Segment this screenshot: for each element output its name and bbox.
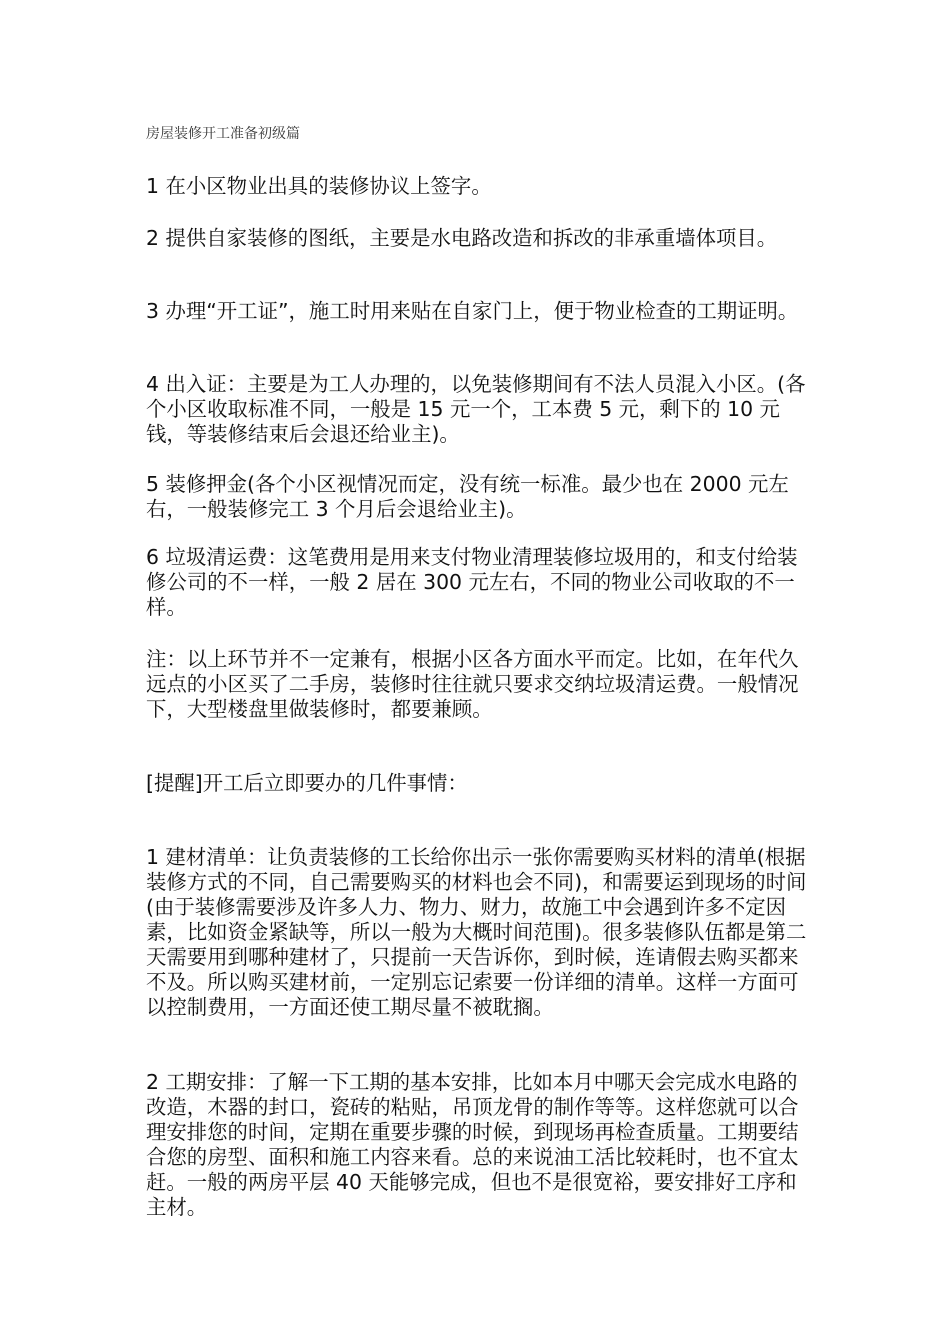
paragraph-sign-agreement: 1 在小区物业出具的装修协议上签字。 — [146, 174, 492, 198]
paragraph-schedule: 2 工期安排：了解一下工期的基本安排，比如本月中哪天会完成水电路的改造，木器的封口，瓷砖的粘贴，吊顶龙骨的制作等等。这样您就可以合理安排您的时间，定期在重要步骤的时候，到现场再检查质量。工期要结合您的房型、面积和施工内容来看。总的来说油工活比较耗时，也不宜太赶。一般的两房平层 40 天能够完成，但也不是很宽裕，要安排好工序和主材。 — [146, 1070, 799, 1219]
paragraph-provide-drawings: 2 提供自家装修的图纸，主要是水电路改造和拆改的非承重墙体项目。 — [146, 226, 778, 250]
paragraph-materials-list: 1 建材清单：让负责装修的工长给你出示一张你需要购买材料的清单(根据装修方式的不同，自己需要购买的材料也会不同)，和需要运到现场的时间(由于装修需要涉及许多人力、物力、财力，故施工中会遇到许多不定因素，比如资金紧缺等，所以一般为大概时间范围)。很多装修队伍都是第二天需要用到哪种建材了，只提前一天告诉你，到时候，连请假去购买都来不及。所以购买建材前，一定别忘记索要一份详细的清单。这样一方面可以控制费用，一方面还使工期尽量不被耽搁。 — [146, 845, 807, 1019]
paragraph-note: 注：以上环节并不一定兼有，根据小区各方面水平而定。比如，在年代久远点的小区买了二手房，装修时往往就只要求交纳垃圾清运费。一般情况下，大型楼盘里做装修时，都要兼顾。 — [146, 647, 799, 721]
paragraph-work-permit: 3 办理“开工证”，施工时用来贴在自家门上，便于物业检查的工期证明。 — [146, 299, 799, 323]
paragraph-deposit: 5 装修押金(各个小区视情况而定，没有统一标准。最少也在 2000 元左右，一般装修完工 3 个月后会退给业主)。 — [146, 472, 789, 521]
paragraph-access-pass: 4 出入证：主要是为工人办理的，以免装修期间有不法人员混入小区。(各个小区收取标准不同，一般是 15 元一个，工本费 5 元，剩下的 10 元钱，等装修结束后会退还给业主)。 — [146, 372, 806, 446]
document-title: 房屋装修开工准备初级篇 — [146, 126, 300, 142]
paragraph-reminder-heading: [提醒]开工后立即要办的几件事情： — [146, 771, 468, 795]
paragraph-waste-fee: 6 垃圾清运费：这笔费用是用来支付物业清理装修垃圾用的，和支付给装修公司的不一样，一般 2 居在 300 元左右，不同的物业公司收取的不一样。 — [146, 545, 798, 619]
